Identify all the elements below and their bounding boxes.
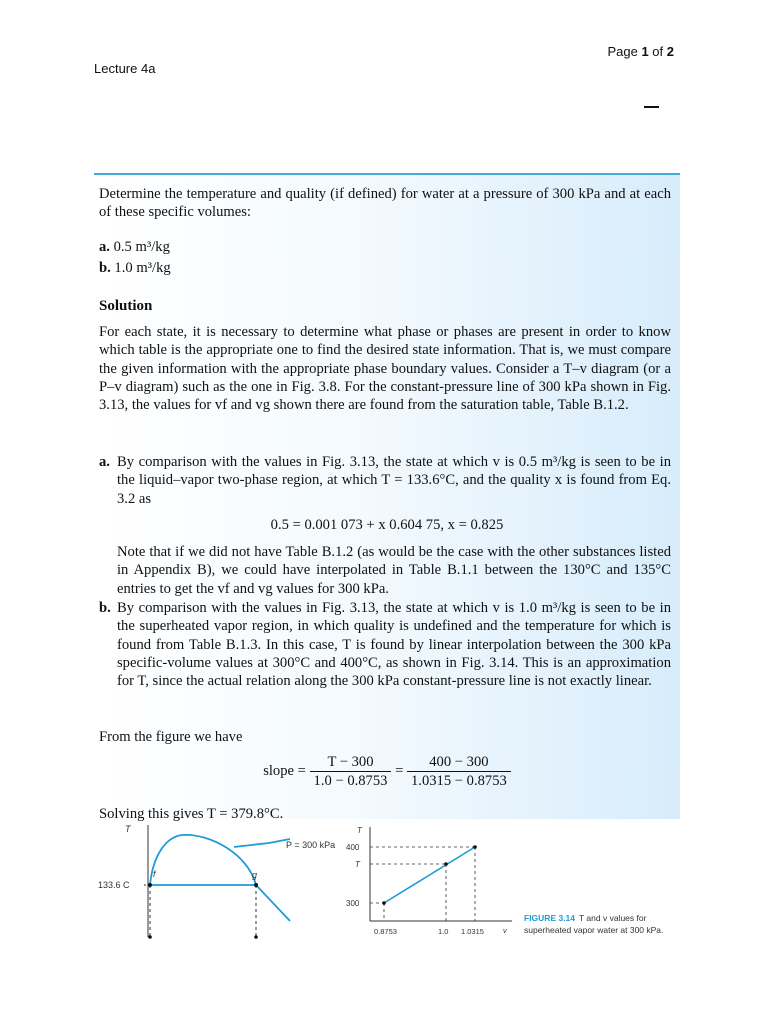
slope-equation	[94, 753, 680, 791]
solution-part-b	[99, 599, 671, 690]
slope-fraction-right	[407, 753, 511, 791]
tick-300-label: 300	[346, 899, 360, 908]
tv-diagram-right	[342, 821, 680, 941]
page-total: 2	[666, 44, 674, 59]
tick-t-label: T	[355, 860, 360, 869]
left-axis-t-label: T	[125, 824, 131, 834]
page-prefix: Page	[607, 44, 642, 59]
part-a-note-block	[99, 543, 671, 598]
solution-heading: Solution	[99, 298, 153, 314]
vf-axis-marker	[148, 935, 152, 939]
from-figure-text: From the figure we have	[99, 729, 243, 745]
dash-mark	[644, 106, 659, 108]
figure-caption-line2: superheated vapor water at 300 kPa.	[524, 925, 664, 935]
vg-axis-marker	[254, 935, 258, 939]
point-300	[382, 901, 386, 905]
fraction-right-denominator: 1.0315 − 0.8753	[411, 773, 507, 790]
point-t	[444, 862, 448, 866]
page-mid: of	[648, 44, 667, 59]
item-b-value: 1.0 m³/kg	[114, 260, 171, 276]
point-g-marker	[254, 883, 258, 887]
fraction-left-numerator: T − 300	[310, 753, 392, 772]
page-number: 1	[641, 44, 649, 59]
slope-label: slope =	[263, 763, 306, 780]
tick-400-label: 400	[346, 843, 360, 852]
point-400	[473, 845, 477, 849]
point-f-label: f	[153, 869, 156, 879]
x-axis-v-label: v	[503, 926, 507, 935]
pressure-label: P = 300 kPa	[286, 840, 336, 850]
problem-statement: Determine the temperature and quality (if defined) for water at a pressure of 300 kPa and at each of these specific volumes:	[99, 186, 671, 221]
problem-item-a	[99, 238, 671, 256]
part-a-label: a.	[99, 454, 110, 470]
part-b-label: b.	[99, 600, 111, 616]
interpolation-line	[384, 847, 475, 903]
point-f-marker	[148, 883, 152, 887]
isobar-line	[150, 885, 290, 921]
isobar-upper-line	[234, 839, 290, 847]
tv-diagram-left	[94, 821, 344, 941]
solution-part-a	[99, 453, 671, 508]
figure-caption-text1: T and v values for	[579, 913, 647, 923]
figure-caption-line1	[524, 913, 647, 923]
part-b-text: By comparison with the values in Fig. 3.13, the state at which v is 1.0 m³/kg is seen to be in the superheated vapor region, in which quality is undefined and the temperature for which is found from Table B.1.3. In this case, T is found by linear interpolation between the 300 kPa specific-volume values at 300°C and 400°C, as shown in Fig. 3.14. This is an approximation for T, since the actual relation along the 300 kPa constant-pressure line is not exactly linear.	[117, 600, 671, 690]
fraction-right-numerator: 400 − 300	[407, 753, 511, 772]
part-a-note: Note that if we did not have Table B.1.2 (as would be the case with the other substances listed in Appendix B), we could have interpolated in Table B.1.1 between the 130°C and 135°C entries to get the vf and vg values for 300 kPa.	[117, 544, 671, 597]
page-indicator	[607, 44, 674, 59]
saturation-dome	[150, 835, 256, 885]
item-b-label: b.	[99, 260, 111, 276]
part-a-text: By comparison with the values in Fig. 3.13, the state at which v is 0.5 m³/kg is seen to be in the liquid–vapor two-phase region, at which T = 133.6°C, and the quality x is found from Eq. 3.2 as	[117, 454, 671, 507]
point-g-label: g	[252, 870, 258, 880]
result-text: Solving this gives T = 379.8°C.	[99, 806, 284, 822]
fraction-left-denominator: 1.0 − 0.8753	[313, 773, 388, 790]
x-label-08753: 0.8753	[374, 927, 397, 936]
x-label-10315: 1.0315	[461, 927, 484, 936]
temp-label: 133.6 C	[98, 880, 130, 890]
right-axis-t-label: T	[357, 826, 362, 835]
figures-area	[94, 821, 680, 941]
textbook-excerpt	[94, 173, 680, 822]
problem-item-b	[99, 259, 671, 277]
x-label-10: 1.0	[438, 927, 449, 936]
quality-equation: 0.5 = 0.001 073 + x 0.604 75, x = 0.825	[270, 517, 504, 533]
figure-caption-label: FIGURE 3.14	[524, 913, 576, 923]
item-a-value: 0.5 m³/kg	[113, 239, 170, 255]
lecture-title: Lecture 4a	[94, 61, 156, 76]
solution-intro: For each state, it is necessary to determine what phase or phases are present in order to know which table is the appropriate one to find the desired state information. That is, we must compare the given information with the appropriate phase boundary values. Consider a T–v diagram (or a P–v diagram) such as the one in Fig. 3.8. For the constant-pressure line of 300 kPa shown in Fig. 3.13, the values for vf and vg shown there are found from the saturation table, Table B.1.2.	[99, 324, 671, 414]
slope-fraction-left	[310, 753, 392, 791]
item-a-label: a.	[99, 239, 110, 255]
equals-sign: =	[395, 763, 404, 780]
